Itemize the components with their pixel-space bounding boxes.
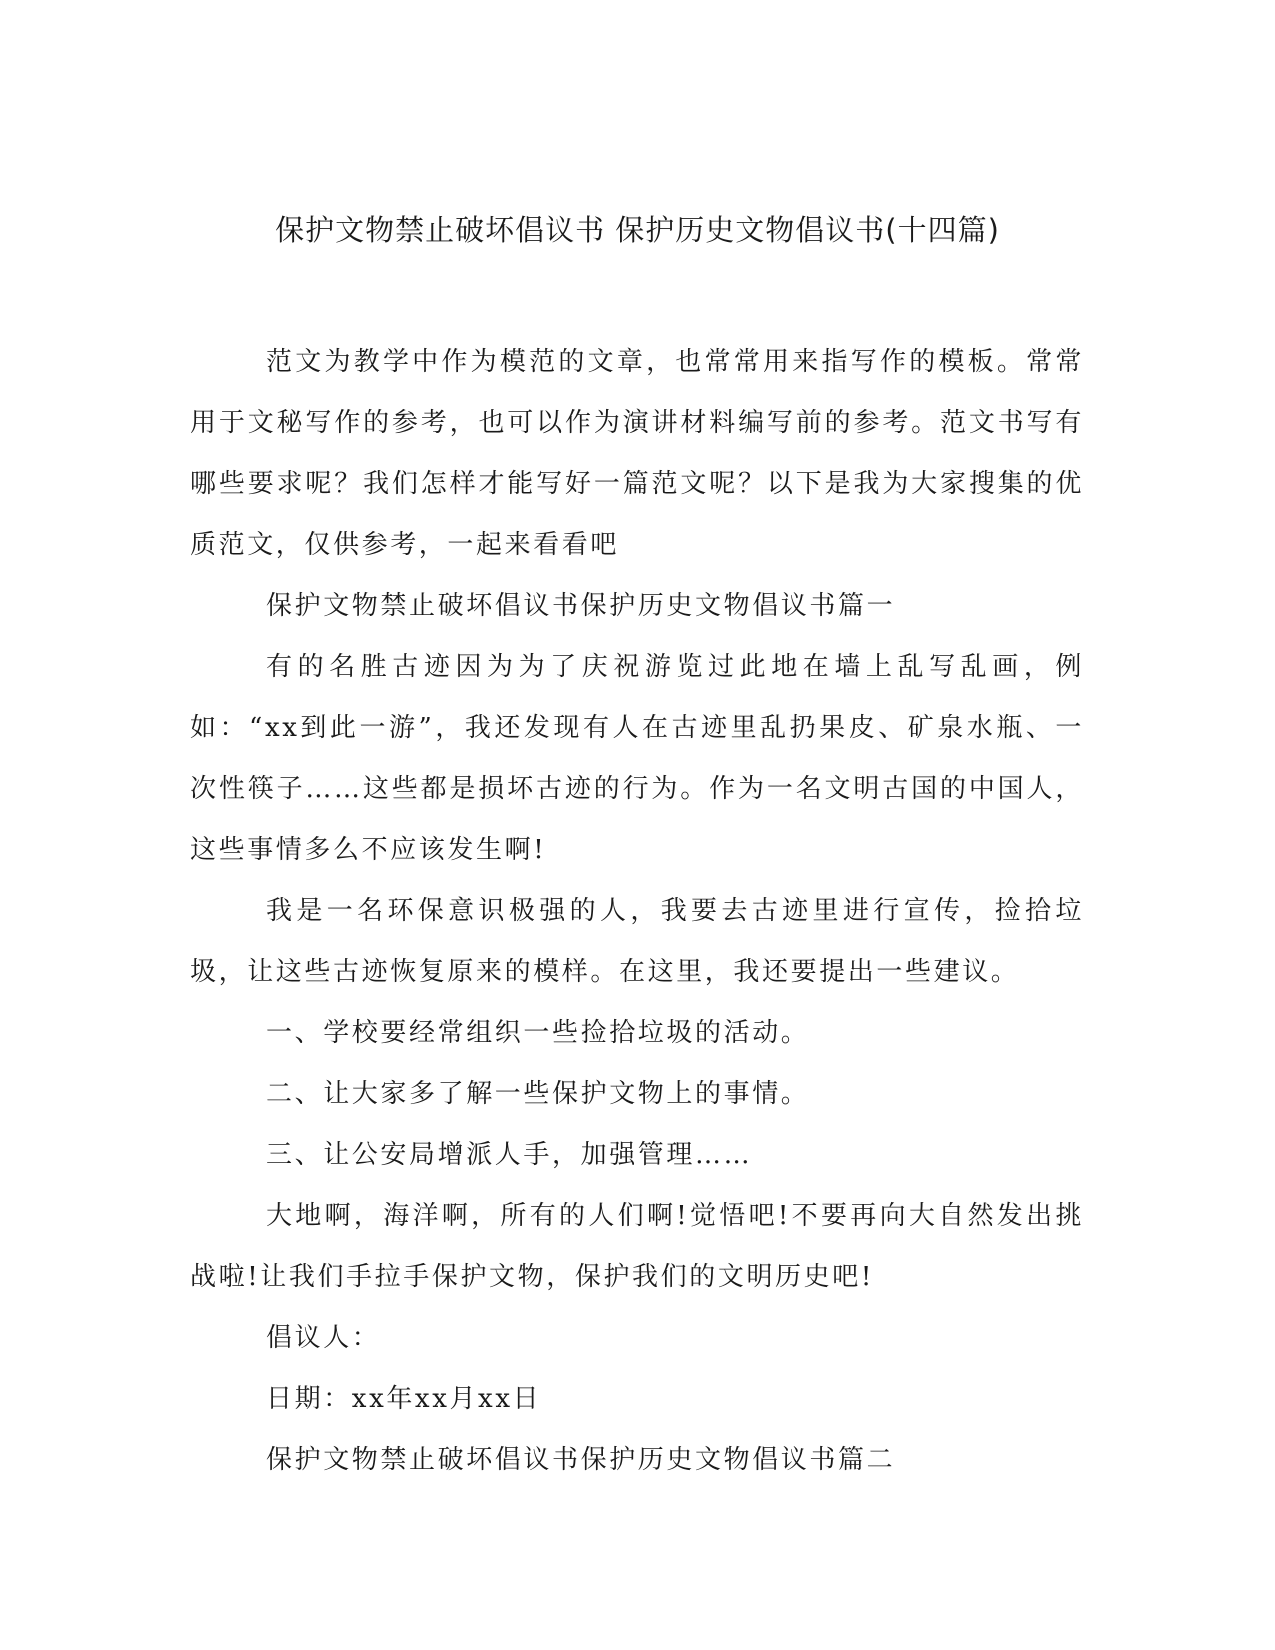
body-paragraph: 有的名胜古迹因为为了庆祝游览过此地在墙上乱写乱画，例如：“xx到此一游”，我还发现有人在古迹里乱扔果皮、矿泉水瓶、一次性筷子……这些都是损坏古迹的行为。作为一名文明古国的中国人，这些事情多么不应该发生啊!	[190, 652, 1084, 865]
date-line: 日期：xx年xx月xx日	[266, 1384, 542, 1414]
suggestion-item-1: 一、学校要经常组织一些捡拾垃圾的活动。	[266, 1018, 810, 1048]
suggestion-item-2: 二、让大家多了解一些保护文物上的事情。	[266, 1079, 810, 1109]
document-title: 保护文物禁止破坏倡议书 保护历史文物倡议书(十四篇)	[275, 213, 1000, 247]
suggestion-item-3: 三、让公安局增派人手，加强管理……	[266, 1140, 753, 1170]
document-body	[190, 332, 1084, 1491]
signatory-line: 倡议人：	[266, 1323, 381, 1353]
section-heading-2: 保护文物禁止破坏倡议书保护历史文物倡议书篇二	[266, 1445, 896, 1475]
intro-paragraph: 范文为教学中作为模范的文章，也常常用来指写作的模板。常常用于文秘写作的参考，也可以作为演讲材料编写前的参考。范文书写有哪些要求呢？我们怎样才能写好一篇范文呢？以下是我为大家搜集的优质范文，仅供参考，一起来看看吧	[190, 347, 1084, 560]
body-paragraph: 我是一名环保意识极强的人，我要去古迹里进行宣传，捡拾垃圾，让这些古迹恢复原来的模样。在这里，我还要提出一些建议。	[190, 896, 1084, 987]
body-paragraph: 大地啊，海洋啊，所有的人们啊!觉悟吧!不要再向大自然发出挑战啦!让我们手拉手保护文物，保护我们的文明历史吧!	[190, 1201, 1084, 1292]
section-heading-1: 保护文物禁止破坏倡议书保护历史文物倡议书篇一	[266, 591, 896, 621]
